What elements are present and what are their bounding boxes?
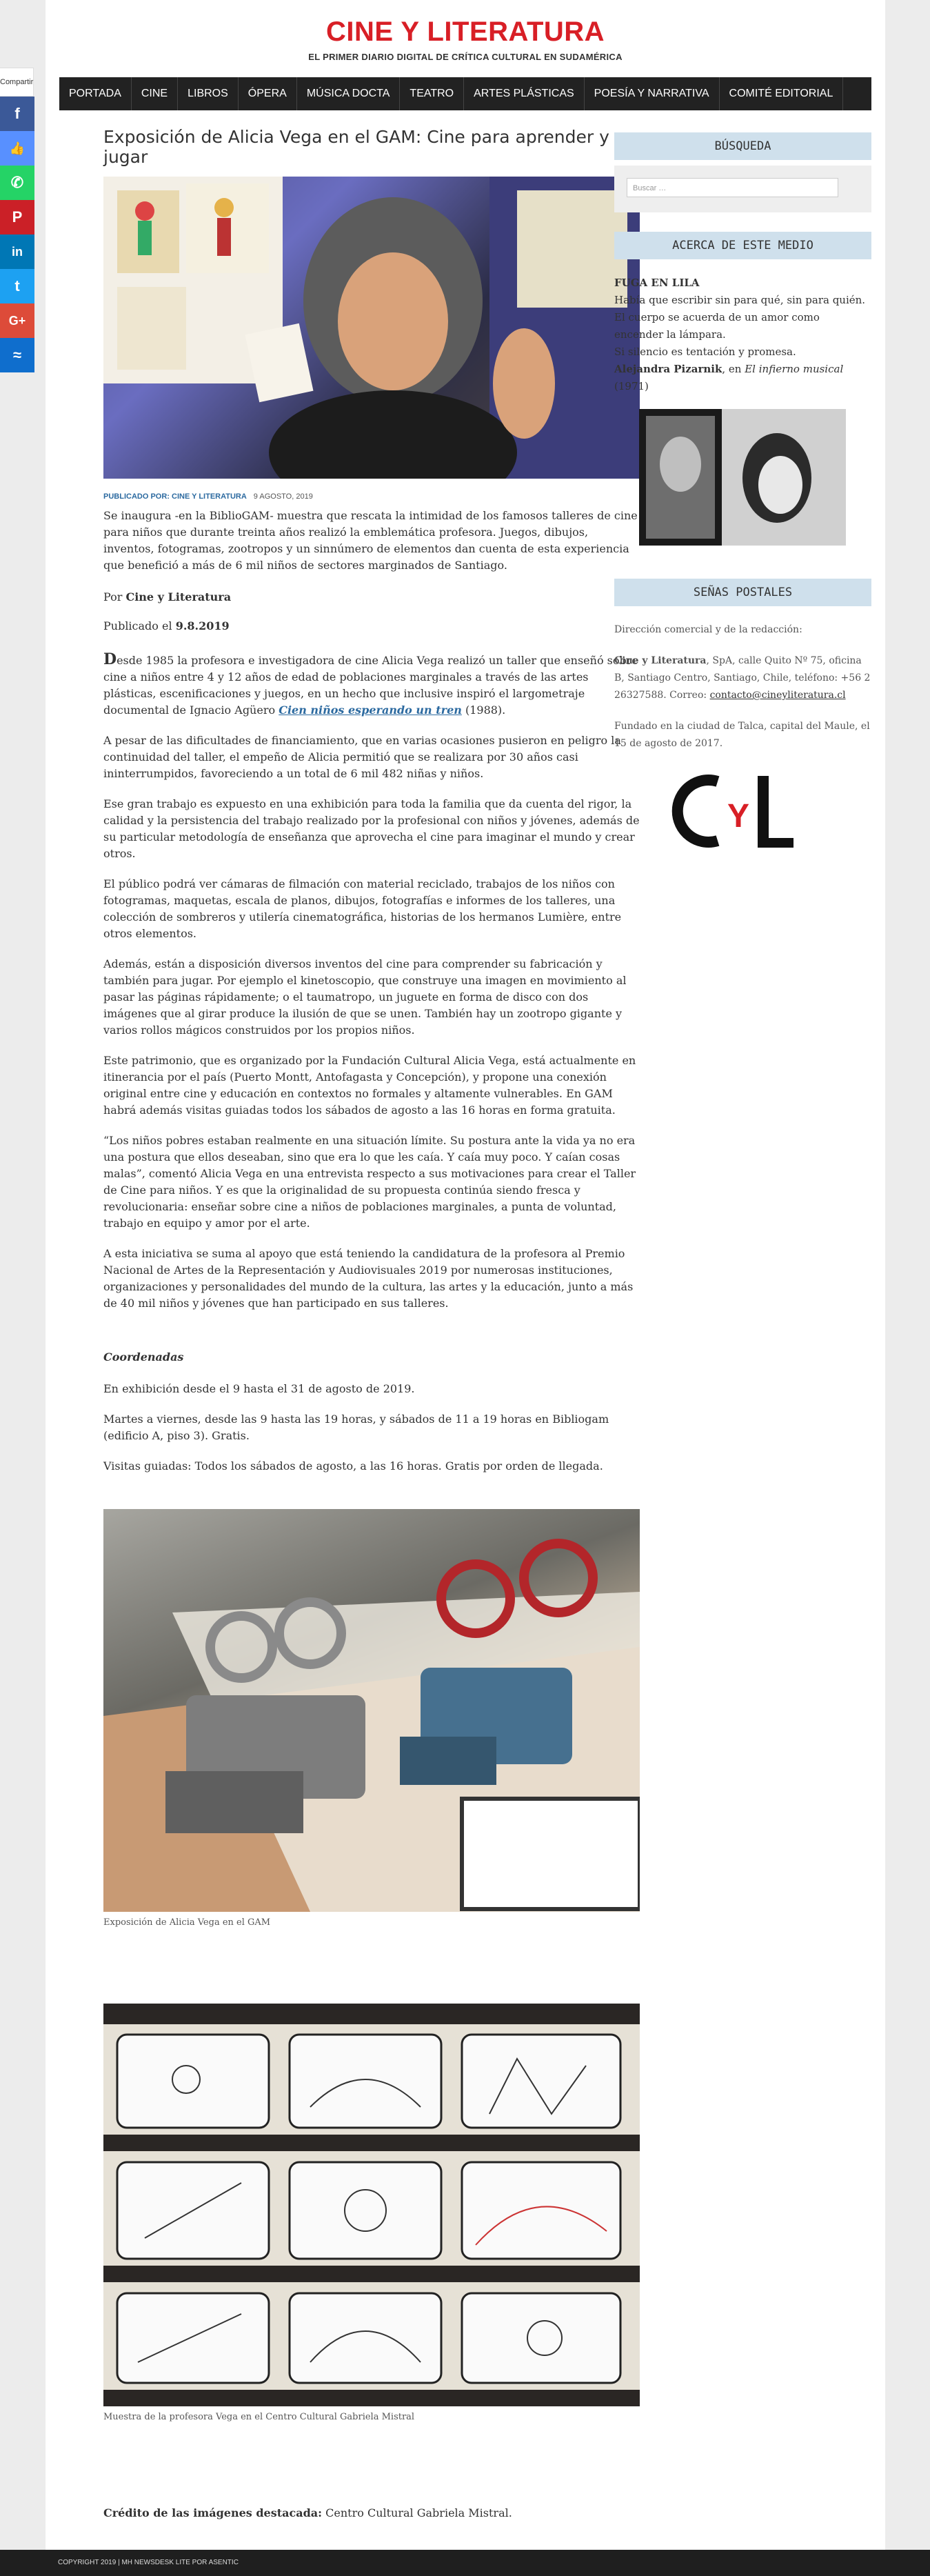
exhibition-photo-projectors xyxy=(103,1509,640,1912)
sidebar xyxy=(614,132,871,856)
about-in: , en xyxy=(722,363,745,375)
byline xyxy=(103,589,640,606)
post-meta xyxy=(103,492,640,501)
paragraph-6: Este patrimonio, que es organizado por la Fundación Cultural Alicia Vega, está actualmente en itinerancia por el país (Puerto Montt, Antofagasta y Concepción), y propone una conexión original entre cine y educación en contextos no formales y altamente vulnerables. En GAM habrá además visitas guiadas todos los sábados de agosto a las 16 horas en forma gratuita. xyxy=(103,1054,636,1117)
nav-item-opera[interactable]: ÓPERA xyxy=(239,77,297,110)
footer-copyright: COPYRIGHT 2019 | MH NEWSDESK LITE POR ASENTIC xyxy=(58,2559,239,2566)
paragraph-1-text-b: (1988). xyxy=(461,703,506,717)
logo-letter-y: Y xyxy=(727,798,750,835)
contact-email-link[interactable]: contacto@cineyliteratura.cl xyxy=(709,690,846,701)
about-book: El infierno musical xyxy=(745,363,844,375)
about-heading xyxy=(614,274,871,292)
pinterest-icon[interactable]: P xyxy=(0,200,34,234)
site-logo[interactable] xyxy=(614,766,871,856)
whatsapp-icon[interactable]: ✆ xyxy=(0,166,34,200)
post-excerpt: Se inaugura -en la BiblioGAM- muestra que rescata la intimidad de los famosos talleres de cine para niños que durante treinta años realizó la emblemática profesora. Juegos, dibujos, inventos, fotogramas, zootropos y un sinnúmero de elementos dan cuenta de esta experiencia que benefició a más de 6 mil niños de sectores marginados de Santiago. xyxy=(103,509,638,572)
pizarnik-photo xyxy=(639,409,846,546)
about-attribution xyxy=(614,361,871,395)
nav-item-artes-plasticas[interactable]: ARTES PLÁSTICAS xyxy=(464,77,585,110)
about-line-1: Había que escribir sin para qué, sin para quién. xyxy=(614,294,866,306)
article xyxy=(103,127,640,2562)
googleplus-icon[interactable]: G+ xyxy=(0,303,34,338)
nav-item-poesia-narrativa[interactable]: POESÍA Y NARRATIVA xyxy=(585,77,720,110)
post-author-link[interactable]: PUBLICADO POR: CINE Y LITERATURA xyxy=(103,492,247,501)
nav-item-cine[interactable]: CINE xyxy=(132,77,178,110)
paragraph-5: Además, están a disposición diversos inventos del cine para comprender su fabricación y también para jugar. Por ejemplo el kinetoscopio, que construye una imagen en movimiento al pasar las páginas rápidamente; o el taumatropo, un juguete en forma de disco con dos imágenes que al girar produce la ilusión de que se unen. También hay un zootropo gigante y varios rollos mágicos construidos por los propios niños. xyxy=(103,957,627,1037)
page-container xyxy=(46,0,885,2576)
featured-image xyxy=(103,177,640,479)
about-widget xyxy=(614,274,871,546)
search-input[interactable]: Buscar … xyxy=(627,178,838,197)
sumo-icon[interactable]: ≈ xyxy=(0,338,34,372)
publish-date xyxy=(103,618,640,635)
like-icon[interactable]: 👍 xyxy=(0,131,34,166)
share-bar xyxy=(0,68,34,372)
byline-prefix: Por xyxy=(103,590,126,603)
paragraph-1 xyxy=(103,651,640,719)
image-credit xyxy=(103,2505,640,2522)
pubdate-prefix: Publicado el xyxy=(103,619,176,632)
paragraph-7: “Los niños pobres estaban realmente en una situación límite. Su postura ante la vida ya no era una postura que ellos deseaban, sino que era lo que les caía. Y caía muy poco. Y caían cosas malas”, comentó Alicia Vega en una entrevista respecto a sus motivaciones para crear el Taller de Cine para niños. Y es que la originalidad de su propuesta continúa siendo fresca y revolucionaria: enseñar sobre cine a niños de poblaciones marginales, a punta de voluntad, trabajo en equipo y amor por el arte. xyxy=(103,1134,636,1230)
postal-company: Cine y Literatura xyxy=(614,655,707,666)
coordenadas-visits: Visitas guiadas: Todos los sábados de agosto, a las 16 horas. Gratis por orden de llegada. xyxy=(103,1459,603,1472)
main-nav xyxy=(59,77,871,110)
about-line-3: Si silencio es tentación y promesa. xyxy=(614,346,796,358)
search-widget xyxy=(614,166,871,212)
nav-item-teatro[interactable]: TEATRO xyxy=(400,77,464,110)
byline-author: Cine y Literatura xyxy=(125,590,232,603)
share-label: Compartir xyxy=(0,68,34,97)
linkedin-icon[interactable]: in xyxy=(0,234,34,269)
post-date: 9 AGOSTO, 2019 xyxy=(253,492,313,501)
credit-label: Crédito de las imágenes destacada: xyxy=(103,2506,323,2519)
postal-address-text: , SpA, calle Quito Nº 75, oficina B, Santiago Centro, Santiago, Chile, teléfono: +56 2 26327588. Correo: xyxy=(614,655,871,701)
about-year: (1971) xyxy=(614,380,649,392)
post-title: Exposición de Alicia Vega en el GAM: Cine para aprender y jugar xyxy=(103,127,609,167)
search-widget-title: BÚSQUEDA xyxy=(614,132,871,160)
site-title[interactable]: CINE Y LITERATURA xyxy=(325,17,605,47)
postal-widget-title: SEÑAS POSTALES xyxy=(614,579,871,606)
site-tagline: EL PRIMER DIARIO DIGITAL DE CRÍTICA CULTURAL EN SUDAMÉRICA xyxy=(308,52,623,62)
postal-intro: Dirección comercial y de la redacción: xyxy=(614,624,802,635)
facebook-icon[interactable]: f xyxy=(0,97,34,131)
credit-value: Centro Cultural Gabriela Mistral. xyxy=(322,2506,512,2519)
postal-address xyxy=(614,652,871,704)
postal-widget xyxy=(614,621,871,856)
footer xyxy=(0,2550,930,2576)
nav-item-musica-docta[interactable]: MÚSICA DOCTA xyxy=(297,77,401,110)
coordenadas-heading: Coordenadas xyxy=(103,1350,184,1364)
dropcap: D xyxy=(103,650,117,668)
coordenadas-hours: Martes a viernes, desde las 9 hasta las 19 horas, y sábados de 11 a 19 horas en Bibliogam (edificio A, piso 3). Gratis. xyxy=(103,1412,609,1442)
nav-item-libros[interactable]: LIBROS xyxy=(178,77,239,110)
about-line-2: El cuerpo se acuerda de un amor como encender la lámpara. xyxy=(614,311,820,341)
nav-item-portada[interactable]: PORTADA xyxy=(59,77,132,110)
about-widget-title: ACERCA DE ESTE MEDIO xyxy=(614,232,871,259)
about-author: Alejandra Pizarnik xyxy=(614,363,722,375)
pubdate-value: 9.8.2019 xyxy=(175,619,230,632)
figure-caption-1: Exposición de Alicia Vega en el GAM xyxy=(103,1917,271,1928)
about-heading-text: FUGA EN LILA xyxy=(614,277,700,289)
figure-caption-2: Muestra de la profesora Vega en el Centro Cultural Gabriela Mistral xyxy=(103,2412,415,2422)
paragraph-4: El público podrá ver cámaras de filmación con material reciclado, trabajos de los niños con fotogramas, maquetas, escala de planos, dibujos, fotografías e informes de los talleres, una colección de sombreros y utilería cinematográfica, historias de los hermanos Lumière, entre otros elementos. xyxy=(103,877,622,940)
coordenadas-dates: En exhibición desde el 9 hasta el 31 de agosto de 2019. xyxy=(103,1382,415,1395)
postal-founded: Fundado en la ciudad de Talca, capital del Maule, el 15 de agosto de 2017. xyxy=(614,721,870,749)
paragraph-2: A pesar de las dificultades de financiamiento, que en varias ocasiones pusieron en peligro la continuidad del taller, el empeño de Alicia permitió que se realizara por 30 años casi ininterrumpidos, favoreciendo a un total de 6 mil 482 niñas y niños. xyxy=(103,734,621,780)
paragraph-1-text-a: esde 1985 la profesora e investigadora de cine Alicia Vega realizó un taller que enseñó sobre cine a niños entre 4 y 12 años de edad de poblaciones marginales a través de las artes plásticas, escenificaciones y juegos, en un hecho que inclusive inspiró el largometraje documental de Ignacio Agüero xyxy=(103,654,638,717)
film-link[interactable]: Cien niños esperando un tren xyxy=(279,703,462,717)
paragraph-8: A esta iniciativa se suma al apoyo que está teniendo la candidatura de la profesora al Premio Nacional de Artes de la Representación y Audiovisuales 2019 por numerosas instituciones, organizaciones y personalidades del mundo de la cultura, las artes y la educación, junto a más de 40 mil niños y jóvenes que han participado en sus talleres. xyxy=(103,1247,634,1310)
exhibition-photo-filmstrips xyxy=(103,2004,640,2406)
nav-item-comite-editorial[interactable]: COMITÉ EDITORIAL xyxy=(720,77,844,110)
paragraph-3: Ese gran trabajo es expuesto en una exhibición para toda la familia que da cuenta del rigor, la calidad y la persistencia del trabajo realizado por la profesional con niños y jóvenes, además de su particular metodología de enseñanza que aprovecha el cine para imaginar el mundo y crear otros. xyxy=(103,797,640,860)
twitter-icon[interactable]: t xyxy=(0,269,34,303)
